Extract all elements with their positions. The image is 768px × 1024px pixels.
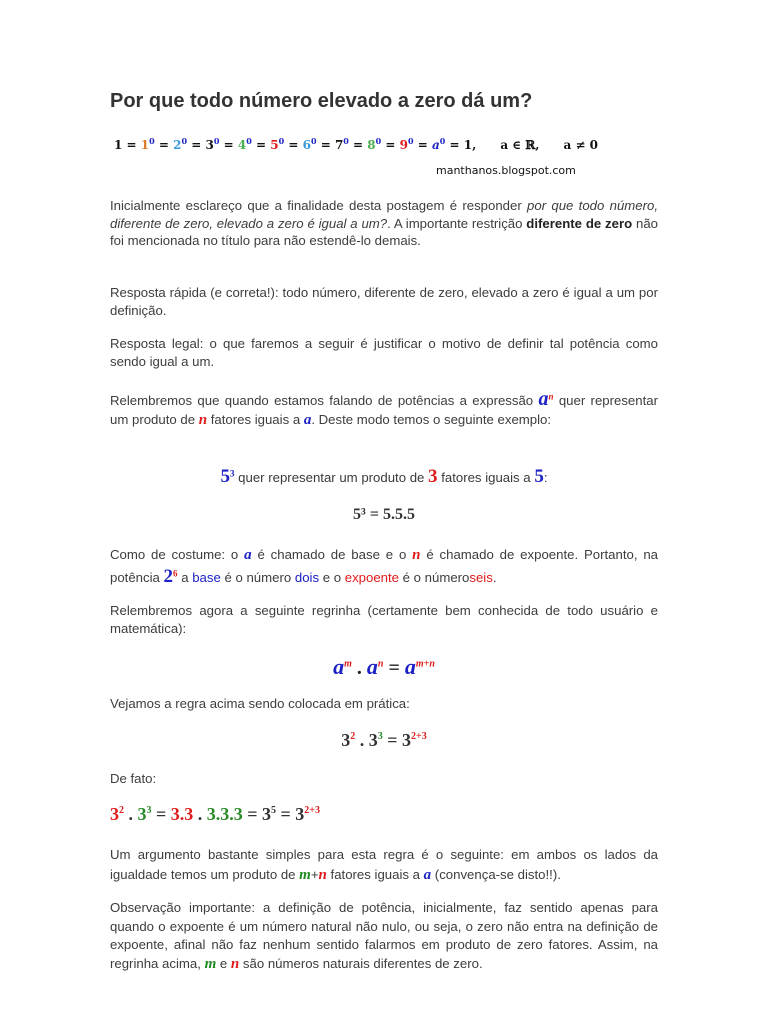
text: fatores iguais a xyxy=(437,470,535,485)
hero-exp: 0 xyxy=(181,136,188,146)
base: 3 xyxy=(137,804,147,824)
plus: + xyxy=(310,867,319,882)
hero-exp: 0 xyxy=(408,136,414,146)
text: fatores iguais a xyxy=(326,867,424,882)
var-a: a xyxy=(366,654,378,679)
equals: = xyxy=(242,804,263,824)
paragraph-argument xyxy=(110,845,658,885)
text: . Deste modo temos o seguinte exemplo: xyxy=(311,412,552,427)
dot: . xyxy=(351,657,367,679)
hero-base: 7 xyxy=(334,138,344,152)
hero-exp: 0 xyxy=(310,136,317,146)
base: 3 xyxy=(402,730,412,750)
var-a: a xyxy=(244,547,252,563)
italic-question: por que todo número, diferente de zero, elevado a zero é igual a um? xyxy=(110,198,658,231)
base: 3 xyxy=(341,730,351,750)
equals-sign: = xyxy=(381,138,400,152)
base: 3 xyxy=(262,804,272,824)
text: é chamado de expoente. Portanto, na potência xyxy=(110,547,659,585)
exp: 3 xyxy=(146,805,152,816)
text: Inicialmente esclareço que a finalidade desta postagem é responder xyxy=(110,198,528,213)
exp: 2+3 xyxy=(304,805,320,816)
var-n-exp: n xyxy=(548,391,554,402)
base-word: base xyxy=(192,570,221,585)
text: fatores iguais a xyxy=(207,412,304,427)
var-n: n xyxy=(230,955,240,972)
product: 3.3.3 xyxy=(206,804,243,824)
text: e o xyxy=(319,570,345,585)
hero-exp: 0 xyxy=(375,136,382,146)
text: Observação importante: a definição de potência, inicialmente, faz sentido apenas para quando o expoente é um número natural não nulo, ou seja, o zero não entra na definição de expoente, afinal não faz nenhum sentido falarmos em produto de zero fatores. Assim, na regrinha acima, xyxy=(110,900,658,971)
hero-base: 5 xyxy=(270,138,279,152)
seis-word: seis xyxy=(469,570,493,585)
text: é chamado de base e o xyxy=(251,547,413,562)
bold-restriction: diferente de zero xyxy=(526,215,633,231)
var-a: a xyxy=(423,867,432,883)
paragraph-legal-answer: Resposta legal: o que faremos a seguir é justificar o motivo de definir tal potência como sendo igual a um. xyxy=(110,336,658,369)
example-line xyxy=(110,466,658,488)
text: : xyxy=(543,470,548,485)
hero-exp: 0 xyxy=(278,136,285,146)
equals-sign: = xyxy=(413,138,433,152)
three-number: 3 xyxy=(428,466,438,487)
equals-sign: = xyxy=(219,138,238,152)
hero-exp: 0 xyxy=(213,136,220,146)
hero-in-reals: a ∈ ℝ, xyxy=(500,138,540,152)
text: Como de costume: o xyxy=(110,547,245,562)
page-title: Por que todo número elevado a zero dá um? xyxy=(110,90,533,112)
base: 3 xyxy=(110,804,119,824)
paragraph-intro xyxy=(110,197,658,250)
equals-sign: = xyxy=(122,138,141,152)
expoente-word: expoente xyxy=(344,570,399,585)
text: Um argumento bastante simples para esta regra é o seguinte: em ambos os lados da igualdade temos um produto de xyxy=(110,847,658,882)
text: Relembremos que quando estamos falando de potências a expressão xyxy=(110,393,539,408)
var-a: a xyxy=(404,654,416,679)
text: a xyxy=(177,570,193,585)
base: 3 xyxy=(368,730,378,750)
paragraph-practice: Vejamos a regra acima sendo colocada em prática: xyxy=(110,696,410,711)
text: é o número xyxy=(399,570,470,585)
var-m: m xyxy=(204,955,217,972)
var-n: n xyxy=(412,547,421,563)
equals: = xyxy=(151,804,171,824)
dot: . xyxy=(193,804,207,824)
equals-sign: = xyxy=(187,138,206,152)
hero-exp: 0 xyxy=(246,136,252,146)
fact-equation xyxy=(110,804,320,825)
var-n: n xyxy=(318,867,327,883)
five-number: 5 xyxy=(534,466,544,487)
hero-base: 1 xyxy=(114,138,123,152)
hero-base: 8 xyxy=(367,138,376,152)
var-a: a xyxy=(538,388,549,410)
hero-exp: 0 xyxy=(343,136,349,146)
base: 3 xyxy=(295,804,305,824)
var-a: a xyxy=(303,412,312,428)
exp-m: m xyxy=(344,658,352,670)
product: 3.3 xyxy=(170,804,194,824)
equals-sign: = xyxy=(154,138,174,152)
hero-exp: 0 xyxy=(439,136,446,146)
exp-n: n xyxy=(377,658,384,670)
var-a: a xyxy=(333,654,345,679)
rule-equation xyxy=(110,654,658,680)
text: . xyxy=(492,570,497,585)
exp: 5 xyxy=(271,805,277,816)
hero-base: 6 xyxy=(302,138,311,152)
text: e xyxy=(216,955,231,971)
paragraph-de-fato: De fato: xyxy=(110,771,157,786)
dot: . xyxy=(355,730,369,750)
equals: = xyxy=(383,657,405,679)
exp: 2 xyxy=(350,731,356,742)
exp: 2 xyxy=(119,805,124,816)
text: não foi mencionada no título para não estendê-lo demais. xyxy=(110,215,658,248)
hero-nonzero: a ≠ 0 xyxy=(563,138,599,152)
hero-base: 9 xyxy=(399,138,409,152)
power-base: 2 xyxy=(163,566,174,587)
paragraph-observation xyxy=(110,899,658,973)
hero-base: 4 xyxy=(237,138,247,152)
example-equation: 5³ = 5.5.5 xyxy=(353,506,415,523)
exp: 3 xyxy=(377,731,383,742)
equals-sign: = xyxy=(348,138,368,152)
hero-var-a: a xyxy=(432,138,440,152)
hero-base: 1 xyxy=(140,138,150,152)
hero-exp: 0 xyxy=(149,136,155,146)
var-n: n xyxy=(198,412,208,428)
paragraph-rule-intro: Relembremos agora a seguinte regrinha (certamente bem conhecida de todo usuário e matemática): xyxy=(110,603,658,636)
paragraph-powers xyxy=(110,390,658,430)
exp-m-plus-n: m+n xyxy=(415,658,435,670)
hero-equals-one: = 1, xyxy=(445,138,477,152)
hero-base: 2 xyxy=(173,138,182,152)
hero-base: 3 xyxy=(205,138,214,152)
example-exp: 3 xyxy=(230,468,235,479)
text: . A importante restrição xyxy=(387,215,527,231)
text: quer representar um produto de xyxy=(110,393,658,427)
equals: = xyxy=(276,804,296,824)
example-base: 5 xyxy=(220,466,231,487)
dot: . xyxy=(124,804,138,824)
equals-sign: = xyxy=(284,138,303,152)
rule-example xyxy=(110,730,658,751)
text: quer representar um produto de xyxy=(234,470,429,485)
equals-sign: = xyxy=(316,138,335,152)
text: é o número xyxy=(220,570,295,585)
paragraph-base-exponent xyxy=(110,544,658,588)
power-exp: 6 xyxy=(173,568,178,579)
equals-sign: = xyxy=(251,138,271,152)
credit-watermark: manthanos.blogspot.com xyxy=(436,164,576,177)
var-m: m xyxy=(299,867,311,883)
text: (convença-se disto!!). xyxy=(431,867,561,882)
dois-word: dois xyxy=(294,570,320,585)
text: são números naturais diferentes de zero. xyxy=(239,955,483,971)
hero-equation xyxy=(114,138,598,152)
exp: 2+3 xyxy=(411,731,427,742)
paragraph-quick-answer: Resposta rápida (e correta!): todo número, diferente de zero, elevado a zero é igual a um por definição. xyxy=(110,285,658,318)
equals: = xyxy=(382,730,403,750)
